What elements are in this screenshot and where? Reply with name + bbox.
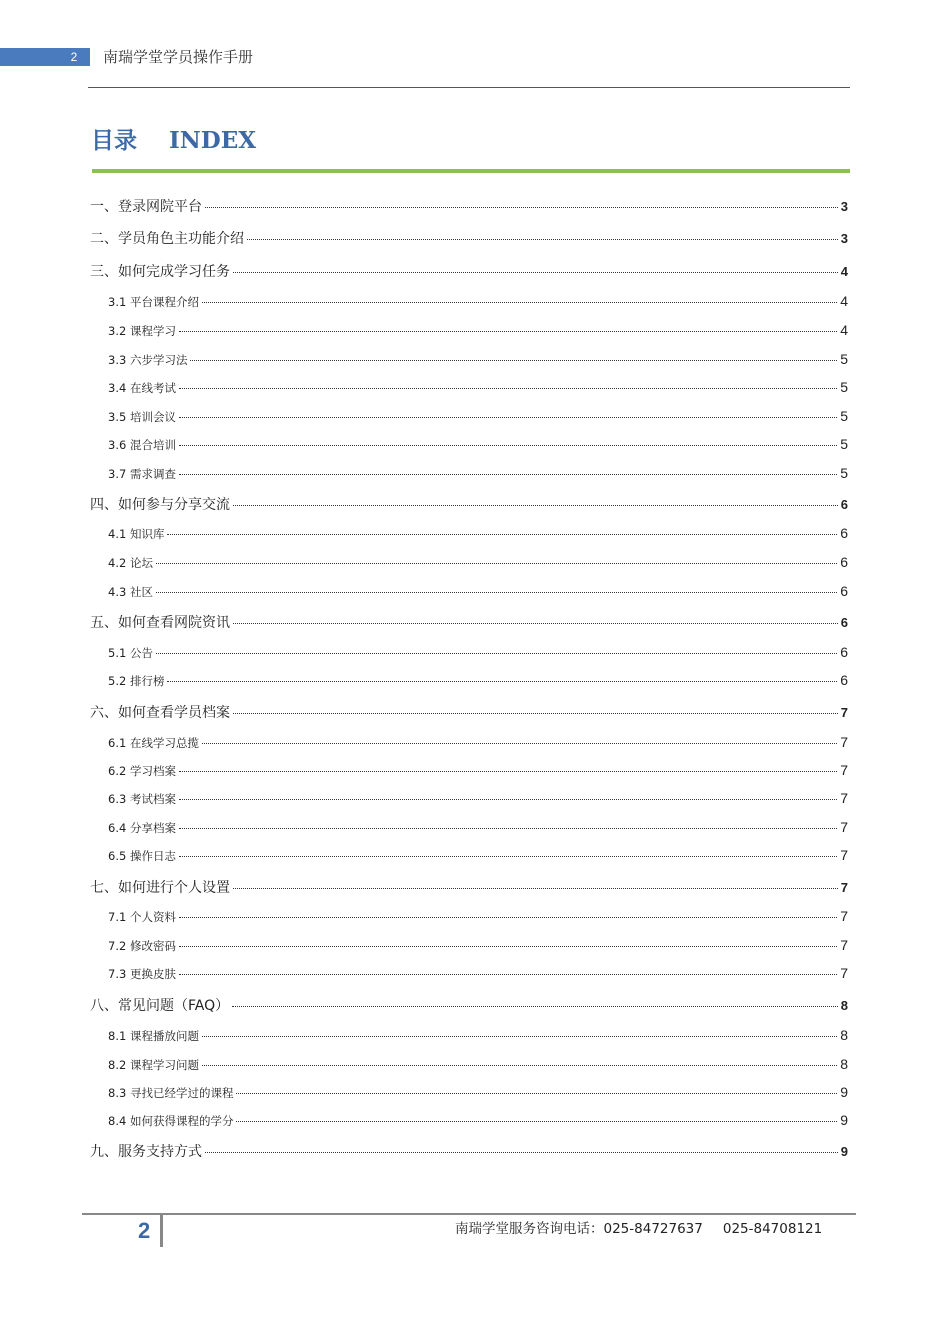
toc-entry-page: 6 (840, 644, 848, 660)
toc-leader-dots (167, 534, 837, 535)
toc-entry[interactable] (90, 612, 848, 634)
toc-entry[interactable] (90, 877, 848, 899)
toc-entry-label: 五、如何查看网院资讯 (90, 615, 230, 631)
header-title: 南瑞学堂学员操作手册 (103, 48, 254, 66)
toc-leader-dots (233, 272, 838, 273)
toc-entry-page: 6 (840, 554, 848, 570)
toc-entry-page: 4 (840, 264, 848, 279)
toc-entry[interactable] (108, 583, 848, 605)
toc-heading (91, 124, 256, 158)
toc-entry-page: 9 (840, 1144, 848, 1159)
toc-entry[interactable] (108, 408, 848, 430)
toc-entry[interactable] (108, 1112, 848, 1134)
toc-leader-dots (156, 592, 837, 593)
footer-separator (160, 1214, 163, 1247)
toc-entry-page: 3 (840, 199, 848, 214)
toc-leader-dots (202, 1036, 837, 1037)
toc-entry[interactable] (108, 908, 848, 930)
toc-entry-page: 6 (840, 497, 848, 512)
toc-entry-label: 3.1 平台课程介绍 (108, 295, 199, 309)
toc-leader-dots (233, 623, 838, 624)
toc-entry-label: 6.2 学习档案 (108, 764, 176, 778)
toc-entry[interactable] (90, 995, 848, 1017)
toc-entry[interactable] (90, 228, 848, 250)
toc-leader-dots (233, 888, 838, 889)
toc-entry-page: 9 (840, 1112, 848, 1128)
toc-title-en: INDEX (169, 127, 257, 154)
toc-entry[interactable] (108, 644, 848, 666)
toc-entry[interactable] (108, 819, 848, 841)
toc-entry-label: 5.1 公告 (108, 646, 153, 660)
toc-leader-dots (156, 653, 837, 654)
toc-entry-page: 5 (840, 465, 848, 481)
toc-entry-label: 四、如何参与分享交流 (90, 497, 230, 513)
toc-entry-page: 7 (840, 908, 848, 924)
toc-entry-label: 4.1 知识库 (108, 527, 165, 541)
footer-divider (82, 1213, 856, 1215)
toc-leader-dots (179, 417, 837, 418)
toc-entry-label: 8.1 课程播放问题 (108, 1029, 199, 1043)
toc-entry[interactable] (108, 790, 848, 812)
toc-entry-page: 7 (840, 790, 848, 806)
toc-entry-label: 九、服务支持方式 (90, 1144, 202, 1160)
toc-entry-label: 3.5 培训会议 (108, 410, 176, 424)
toc-entry-label: 6.4 分享档案 (108, 821, 176, 835)
toc-entry[interactable] (108, 465, 848, 487)
toc-entry-page: 6 (840, 615, 848, 630)
toc-leader-dots (233, 505, 838, 506)
toc-entry-page: 7 (840, 965, 848, 981)
toc-entry-label: 3.7 需求调查 (108, 467, 176, 481)
toc-entry[interactable] (108, 965, 848, 987)
toc-entry-page: 4 (840, 322, 848, 338)
toc-leader-dots (179, 828, 837, 829)
toc-entry-page: 8 (840, 998, 848, 1013)
toc-entry-page: 7 (840, 705, 848, 720)
toc-entry-label: 5.2 排行榜 (108, 674, 165, 688)
toc-entry-page: 5 (840, 379, 848, 395)
toc-entry-label: 二、学员角色主功能介绍 (90, 231, 244, 247)
toc-entry-label: 6.1 在线学习总揽 (108, 736, 199, 750)
toc-entry-page: 7 (840, 847, 848, 863)
toc-leader-dots (179, 445, 837, 446)
toc-leader-dots (232, 1006, 838, 1007)
toc-entry[interactable] (108, 525, 848, 547)
toc-entry-label: 4.2 论坛 (108, 556, 153, 570)
toc-entry-page: 4 (840, 293, 848, 309)
toc-entry[interactable] (90, 494, 848, 516)
toc-entry[interactable] (108, 734, 848, 756)
footer-page-number: 2 (138, 1218, 151, 1243)
toc-entry-label: 八、常见问题（FAQ） (90, 998, 230, 1014)
toc-leader-dots (156, 563, 837, 564)
toc-leader-dots (179, 388, 837, 389)
toc-entry-page: 7 (840, 734, 848, 750)
toc-entry-page: 8 (840, 1056, 848, 1072)
toc-entry-label: 六、如何查看学员档案 (90, 705, 230, 721)
toc-entry[interactable] (108, 1027, 848, 1049)
toc-entry[interactable] (90, 702, 848, 724)
toc-entry[interactable] (90, 196, 848, 218)
toc-entry-label: 三、如何完成学习任务 (90, 264, 230, 280)
toc-leader-dots (179, 771, 837, 772)
toc-leader-dots (205, 207, 838, 208)
footer-contact-phone2: 025-84708121 (722, 1221, 823, 1237)
toc-leader-dots (236, 1093, 837, 1094)
toc-entry[interactable] (108, 322, 848, 344)
toc-leader-dots (236, 1121, 837, 1122)
toc-entry[interactable] (108, 554, 848, 576)
footer-contact-label: 南瑞学堂服务咨询电话：025-84727637 (455, 1221, 703, 1237)
toc-entry-label: 3.2 课程学习 (108, 324, 176, 338)
toc-leader-dots (205, 1152, 838, 1153)
toc-entry-page: 7 (840, 937, 848, 953)
toc-leader-dots (179, 331, 837, 332)
toc-entry[interactable] (108, 937, 848, 959)
toc-entry[interactable] (90, 261, 848, 283)
toc-leader-dots (179, 474, 837, 475)
toc-entry[interactable] (108, 847, 848, 869)
toc-entry-label: 8.4 如何获得课程的学分 (108, 1114, 234, 1128)
toc-entry[interactable] (108, 379, 848, 401)
toc-title-cn: 目录 (91, 128, 137, 154)
toc-leader-dots (179, 917, 837, 918)
toc-entry-page: 7 (840, 880, 848, 895)
toc-entry-label: 7.2 修改密码 (108, 939, 176, 953)
toc-entry[interactable] (108, 672, 848, 694)
toc-entry-label: 8.3 寻找已经学过的课程 (108, 1086, 234, 1100)
header-page-number: 2 (70, 50, 78, 64)
toc-entry-label: 6.3 考试档案 (108, 792, 176, 806)
toc-entry-page: 7 (840, 762, 848, 778)
toc-entry-page: 3 (840, 231, 848, 246)
toc-entry-label: 7.1 个人资料 (108, 910, 176, 924)
toc-entry-page: 5 (840, 436, 848, 452)
toc-entry[interactable] (90, 1141, 848, 1163)
toc-entry-page: 6 (840, 583, 848, 599)
toc-leader-dots (233, 713, 838, 714)
toc-leader-dots (247, 239, 838, 240)
toc-entry[interactable] (108, 762, 848, 784)
toc-entry-label: 3.3 六步学习法 (108, 353, 188, 367)
toc-entry-label: 8.2 课程学习问题 (108, 1058, 199, 1072)
toc-entry-page: 6 (840, 525, 848, 541)
toc-entry[interactable] (108, 1084, 848, 1106)
toc-leader-dots (179, 974, 837, 975)
toc-entry[interactable] (108, 1056, 848, 1078)
toc-leader-dots (202, 1065, 837, 1066)
toc-leader-dots (179, 799, 837, 800)
toc-heading-rule (92, 169, 850, 173)
toc-entry-page: 7 (840, 819, 848, 835)
toc-leader-dots (179, 856, 837, 857)
toc-entry-page: 9 (840, 1084, 848, 1100)
toc-entry-page: 6 (840, 672, 848, 688)
toc-entry[interactable] (108, 436, 848, 458)
toc-entry-label: 七、如何进行个人设置 (90, 880, 230, 896)
header-divider (88, 87, 850, 88)
toc-leader-dots (179, 946, 837, 947)
footer-contact (455, 1219, 822, 1239)
toc-entry-label: 6.5 操作日志 (108, 849, 176, 863)
toc-entry-label: 一、登录网院平台 (90, 199, 202, 215)
toc-entry[interactable] (108, 293, 848, 315)
toc-leader-dots (202, 302, 837, 303)
toc-entry[interactable] (108, 351, 848, 373)
toc-entry-page: 8 (840, 1027, 848, 1043)
toc-entry-label: 7.3 更换皮肤 (108, 967, 176, 981)
toc-leader-dots (190, 360, 837, 361)
toc-entry-label: 4.3 社区 (108, 585, 153, 599)
toc-entry-page: 5 (840, 408, 848, 424)
toc-entry-page: 5 (840, 351, 848, 367)
toc-entry-label: 3.4 在线考试 (108, 381, 176, 395)
toc-leader-dots (167, 681, 837, 682)
toc-leader-dots (202, 743, 837, 744)
toc-entry-label: 3.6 混合培训 (108, 438, 176, 452)
